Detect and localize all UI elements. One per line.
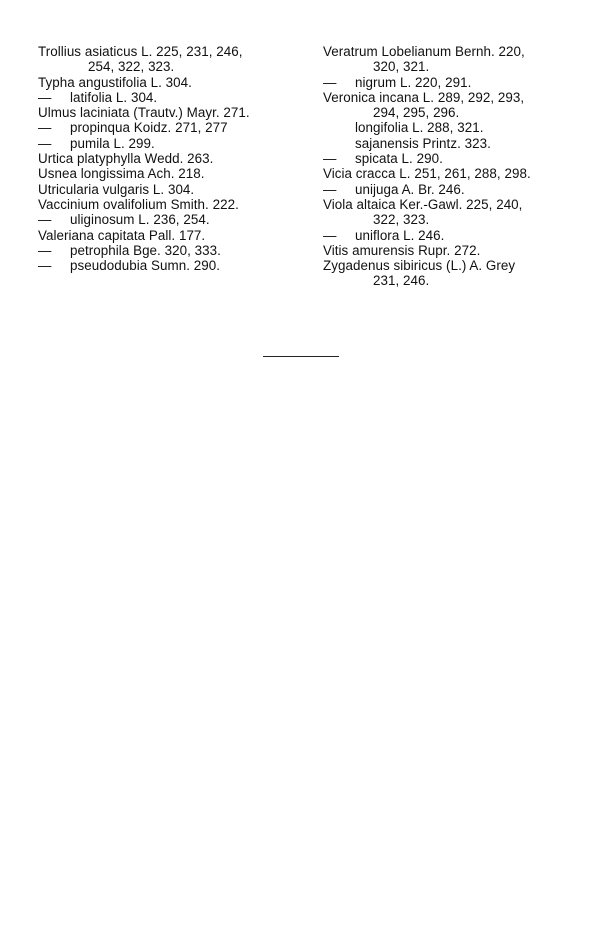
subentry-text: spicata L. 290.	[355, 151, 443, 167]
index-entry	[323, 258, 573, 289]
entry-text: Vaccinium ovalifolium Smith. 222.	[38, 196, 239, 212]
entry-text: Urtica platyphylla Wedd. 263.	[38, 151, 214, 167]
entry-text	[323, 151, 573, 166]
index-subentry	[323, 120, 573, 135]
entry-text-continuation: 231, 246.	[373, 273, 430, 289]
subentry-text: propinqua Koidz. 271, 277	[70, 120, 228, 136]
entry-text: Vicia cracca L. 251, 261, 288, 298.	[323, 166, 531, 182]
entry-text	[38, 90, 300, 105]
section-divider-rule	[263, 356, 339, 357]
index-subentry	[323, 151, 573, 166]
subentry-text: petrophila Bge. 320, 333.	[70, 242, 221, 258]
entry-text	[38, 120, 300, 135]
entry-text: Ulmus laciniata (Trautv.) Mayr. 271.	[38, 105, 250, 121]
entry-text: Usnea longissima Ach. 218.	[38, 166, 205, 182]
index-entry	[38, 44, 300, 75]
index-entry	[38, 105, 300, 120]
index-subentry	[38, 136, 300, 151]
index-subentry	[323, 228, 573, 243]
entry-text	[323, 120, 573, 135]
repeat-dash: —	[38, 120, 52, 136]
subentry-text: pumila L. 299.	[70, 135, 155, 151]
entry-text: Utricularia vulgaris L. 304.	[38, 181, 195, 197]
subentry-text: uniflora L. 246.	[355, 227, 445, 243]
subentry-text: unijuga A. Br. 246.	[355, 181, 465, 197]
entry-text: Trollius asiaticus L. 225, 231, 246,	[38, 44, 243, 59]
index-subentry	[38, 120, 300, 135]
index-entry	[38, 182, 300, 197]
index-subentry	[323, 182, 573, 197]
index-subentry	[38, 243, 300, 258]
entry-text: Valeriana capitata Pall. 177.	[38, 227, 206, 243]
index-subentry	[38, 90, 300, 105]
index-entry	[38, 197, 300, 212]
subentry-text: pseudodubia Sumn. 290.	[70, 258, 220, 274]
entry-text: Viola altaica Ker.-Gawl. 225, 240,	[323, 196, 523, 212]
subentry-text: uliginosum L. 236, 254.	[70, 212, 210, 228]
index-entry	[323, 44, 573, 75]
repeat-dash: —	[38, 89, 52, 105]
entry-text-continuation: 254, 322, 323.	[88, 59, 175, 75]
entry-text	[38, 212, 300, 227]
repeat-dash: —	[38, 258, 52, 274]
index-subentry	[38, 212, 300, 227]
index-entry	[323, 166, 573, 181]
entry-text	[323, 182, 573, 197]
index-subentry	[323, 136, 573, 151]
entry-text-continuation: 322, 323.	[373, 212, 430, 228]
index-entry	[38, 151, 300, 166]
index-entry	[38, 166, 300, 181]
entry-text	[323, 136, 573, 151]
entry-text: Typha angustifolia L. 304.	[38, 74, 192, 90]
subentry-text: longifolia L. 288, 321.	[355, 120, 484, 136]
index-column-right	[323, 44, 573, 289]
entry-text: Veratrum Lobelianum Bernh. 220,	[323, 44, 525, 59]
entry-text: Zygadenus sibiricus (L.) A. Grey	[323, 258, 516, 274]
index-subentry	[323, 75, 573, 90]
index-entry	[323, 243, 573, 258]
entry-text-continuation: 320, 321.	[373, 59, 430, 75]
index-entry	[323, 90, 573, 121]
index-entry	[38, 228, 300, 243]
subentry-text: nigrum L. 220, 291.	[355, 74, 472, 90]
index-entry	[323, 197, 573, 228]
repeat-dash: —	[323, 151, 337, 167]
repeat-dash: —	[323, 74, 337, 90]
entry-text	[323, 228, 573, 243]
entry-text	[38, 243, 300, 258]
subentry-text: sajanensis Printz. 323.	[355, 135, 491, 151]
entry-text	[38, 258, 300, 273]
entry-text	[323, 75, 573, 90]
repeat-dash: —	[323, 181, 337, 197]
entry-text	[38, 136, 300, 151]
entry-text: Vitis amurensis Rupr. 272.	[323, 242, 481, 258]
repeat-dash: —	[38, 242, 52, 258]
subentry-text: latifolia L. 304.	[70, 89, 158, 105]
repeat-dash: —	[323, 227, 337, 243]
index-column-left	[38, 44, 300, 273]
repeat-dash: —	[38, 135, 52, 151]
entry-text: Veronica incana L. 289, 292, 293,	[323, 89, 525, 105]
repeat-dash: —	[38, 212, 52, 228]
entry-text-continuation: 294, 295, 296.	[373, 105, 460, 121]
index-entry	[38, 75, 300, 90]
index-subentry	[38, 258, 300, 273]
